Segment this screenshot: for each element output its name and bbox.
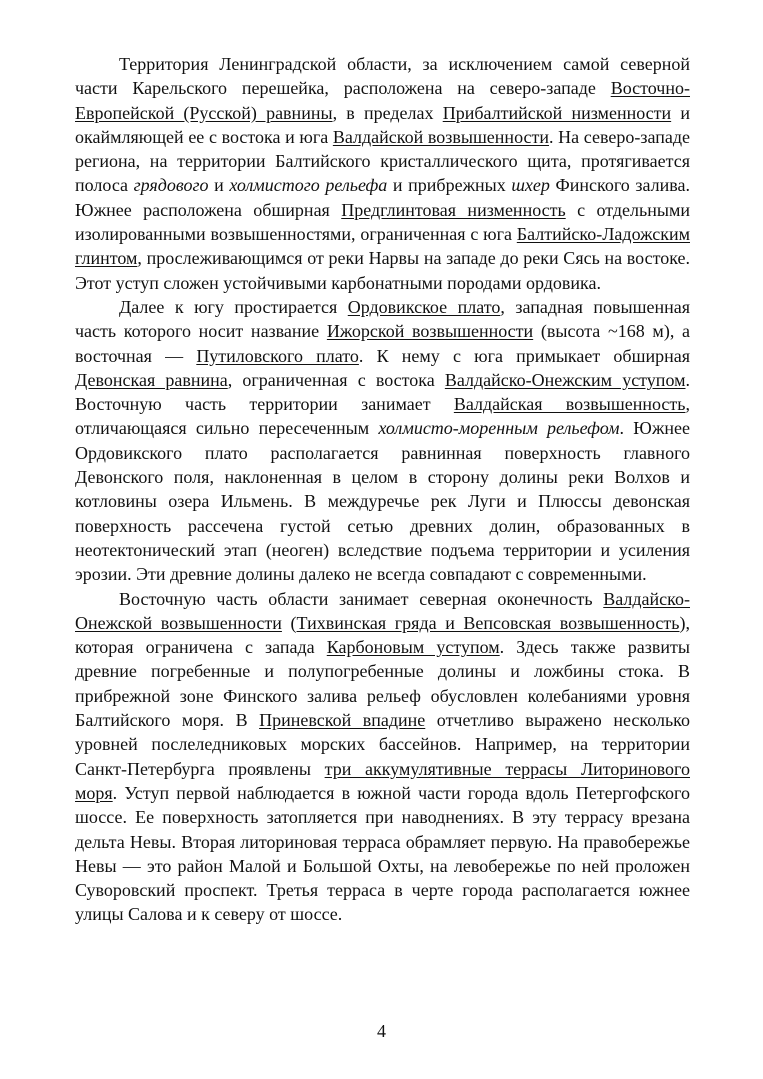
text-run: . К нему с юга примыкает обширная <box>358 345 690 366</box>
underlined-term: Валдайская возвышенность <box>453 394 686 415</box>
underlined-term: Восточно-Европейской (Русской) равнины <box>75 78 690 123</box>
underlined-term: Предглинтовая низменность <box>341 199 566 220</box>
underlined-term: Прибалтийской низменности <box>442 102 672 123</box>
underlined-term: Ордовикское плато <box>347 296 501 317</box>
text-run: . Восточную часть территории занимает <box>75 369 690 415</box>
text-run: , в пределах <box>332 102 443 123</box>
underlined-term: Валдайской возвышенности <box>332 126 550 147</box>
text-run: Финского залива. Южнее расположена обширная <box>75 175 690 220</box>
text-run: Территория Ленинградской области, за исключением самой северной части Карельского перешейка, расположена на северо-западе <box>75 54 690 99</box>
italic-term: холмистого рельефа <box>229 175 388 196</box>
underlined-term: Путиловского плато <box>196 345 359 366</box>
underlined-term: Девонская равнина <box>75 369 228 390</box>
text-run: , отличающаяся сильно пересеченным <box>75 394 690 439</box>
text-run: . Южнее Ордовикского плато располагается равнинная поверхность главного Девонского поля, наклоненная в целом в сторону долины реки Волхов и котловины озера Ильмень. В междуречье рек Луги и Плюссы девонская поверхность рассечена густой сетью древних долин, образованных в неотектонический этап (неоген) вследствие подъема территории и усиления эрозии. Эти древние долины далеко не всегда совпадают с современными. <box>75 418 690 585</box>
underlined-term: Приневской впадине <box>259 710 426 731</box>
text-run: . Здесь также развиты древние погребенные и полупогребенные долины и ложбины стока. В прибрежной зоне Финского залива рельеф обусловлен колебаниями уровня Балтийского моря. В <box>75 637 690 731</box>
paragraph <box>75 587 690 927</box>
text-run: , ограниченная с востока <box>227 369 445 390</box>
underlined-term: Ижорской возвышенности <box>326 321 534 342</box>
italic-term: грядового <box>133 175 209 196</box>
paragraph <box>75 295 690 587</box>
paragraph <box>75 52 690 295</box>
text-run: Восточную часть области занимает северная оконечность <box>119 588 604 609</box>
text-run: . Уступ первой наблюдается в южной части города вдоль Петергофского шоссе. Ее поверхность затопляется при наводнениях. В эту террасу врезана дельта Невы. Вторая литориновая терраса обрамляет первую. На правобережье Невы — это район Малой и Большой Охты, на левобережье по ней проложен Суворовский проспект. Третья терраса в черте города располагается южнее улицы Салова и к северу от шоссе. <box>75 782 690 925</box>
page-number: 4 <box>377 1021 386 1041</box>
text-run: ), которая ограничена с запада <box>75 612 690 658</box>
underlined-term: три аккумулятивные террасы Литоринового моря <box>75 758 690 803</box>
text-run: Далее к югу простирается <box>119 296 348 317</box>
italic-term: холмисто-моренным рельефом <box>378 418 620 439</box>
text-run: и <box>208 175 230 196</box>
italic-term: шхер <box>511 175 550 196</box>
text-run: с отдельными изолированными возвышенностями, ограниченная с юга <box>75 199 690 245</box>
underlined-term: Валдайско-Онежской возвышенности <box>75 588 690 633</box>
underlined-term: Тихвинская гряда и Вепсовская возвышенность <box>296 612 680 633</box>
text-run: ( <box>281 612 297 633</box>
body-text <box>75 52 690 927</box>
text-run: и окаймляющей ее с востока и юга <box>75 102 691 147</box>
text-run: и прибрежных <box>387 175 512 196</box>
underlined-term: Карбоновым уступом <box>326 637 500 658</box>
text-run: (высота ~168 м), а восточная — <box>75 321 691 366</box>
underlined-term: Балтийско-Ладожским глинтом <box>75 224 690 269</box>
text-run: , западная повышенная часть которого носит название <box>75 296 690 342</box>
text-run: , прослеживающимся от реки Нарвы на западе до реки Сясь на востоке. Этот уступ сложен устойчивыми карбонатными породами ордовика. <box>75 248 690 293</box>
text-run: отчетливо выражено несколько уровней послеледниковых морских бассейнов. Например, на территории Санкт-Петербурга проявлены <box>75 710 691 779</box>
underlined-term: Валдайско-Онежским уступом <box>444 369 686 390</box>
text-run: . На северо-западе региона, на территории Балтийского кристаллического щита, протягивается полоса <box>75 126 690 196</box>
